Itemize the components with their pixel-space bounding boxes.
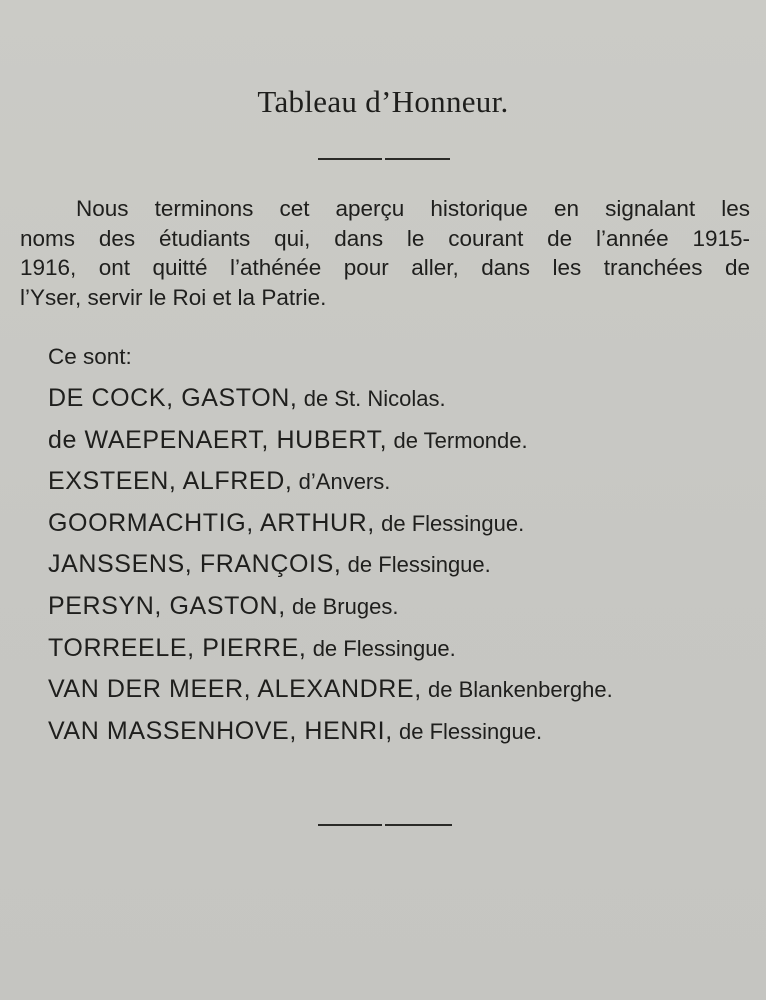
student-name: GOORMACHTIG, ARTHUR, [48,508,375,537]
student-origin: de Flessingue. [399,718,543,744]
student-name: EXSTEEN, ALFRED, [48,467,293,496]
intro-paragraph [20,194,750,312]
student-origin: d’Anvers. [298,469,391,495]
list-item [48,672,758,714]
honor-roll-list [48,381,758,755]
student-origin: de Termonde. [393,427,528,453]
list-item [48,547,758,589]
top-divider [318,158,450,160]
bottom-divider [318,824,452,826]
list-item [48,423,758,465]
student-origin: de Flessingue. [381,510,525,536]
student-name: VAN MASSENHOVE, HENRI, [48,716,393,745]
student-origin: de Blankenberghe. [428,677,613,703]
student-name: DE COCK, GASTON, [48,384,298,412]
list-item [48,631,758,673]
student-name: TORREELE, PIERRE, [48,633,307,662]
list-item [48,714,758,756]
student-origin: de Bruges. [292,593,399,619]
student-name: de WAEPENAERT, HUBERT, [48,425,388,454]
student-name: JANSSENS, FRANÇOIS, [48,550,342,579]
student-name: PERSYN, GASTON, [48,591,286,620]
page-title: Tableau d’Honneur. [257,84,509,119]
student-origin: de Flessingue. [312,635,456,661]
paragraph-line: l’Yser, servir le Roi et la Patrie. [20,284,327,310]
list-item [48,464,758,506]
list-item [48,589,758,631]
paragraph-line: 1916, ont quitté l’athénée pour aller, dans les tranchées de [20,255,750,280]
paragraph-line: Nous terminons cet aperçu historique en signalant les [76,196,750,221]
list-item [48,381,758,423]
list-item [48,506,758,548]
list-intro: Ce sont: [48,344,132,369]
student-origin: de St. Nicolas. [303,386,446,411]
student-origin: de Flessingue. [347,552,491,578]
paragraph-line: noms des étudiants qui, dans le courant de l’année 1915- [20,225,750,251]
student-name: VAN DER MEER, ALEXANDRE, [48,675,422,704]
